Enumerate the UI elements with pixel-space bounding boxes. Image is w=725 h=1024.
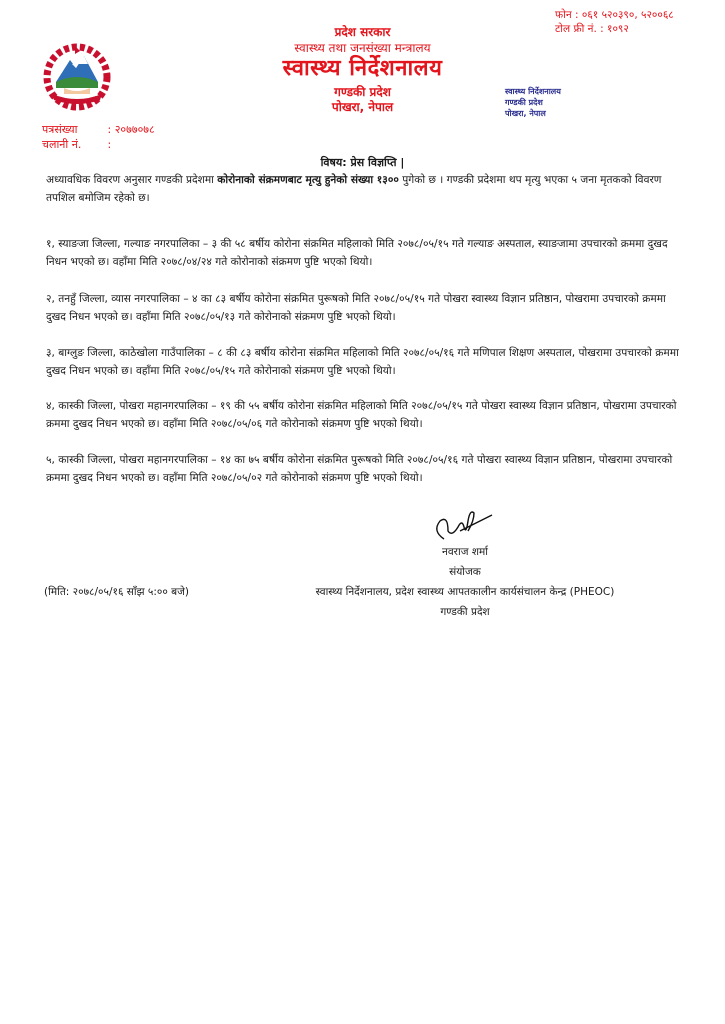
contact-info <box>555 8 720 36</box>
stamp-text-3: पोखरा, नेपाल <box>505 109 546 118</box>
dispatch-number-label: चलानी नं. <box>42 138 82 151</box>
signatory-organization: स्वास्थ्य निर्देशनालय, प्रदेश स्वास्थ्य आपतकालीन कार्यसंचालन केन्द्र (PHEOC) <box>315 586 615 598</box>
stamp-text-1: स्वास्थ्य निर्देशनालय <box>505 87 561 96</box>
subject-line: विषय: प्रेस विज्ञप्ति | <box>320 156 405 169</box>
signatory-name: नवराज शर्मा <box>442 546 488 558</box>
toll-free-number: टोल फ्री नं. : १०९२ <box>555 23 629 35</box>
case-item-1: १, स्याङजा जिल्ला, गल्याङ नगरपालिका – ३ की ५८ बर्षीय कोरोना संक्रमित महिलाको मिति २०७८/०५/१५ गते गल्याङ अस्पताल, स्याङजामा उपचारको क्रममा दुखद निधन भएको छ। वहाँमा मिति २०७८/०४/२४ गते कोरोनाको संक्रमण पुष्टि भएको थियो। <box>46 238 668 268</box>
letter-number-row <box>42 122 155 137</box>
dispatch-number-row <box>42 137 155 152</box>
reference-block <box>42 122 155 152</box>
phone-number: फोन : ०६१ ५२०३९०, ५२००६८ <box>555 9 674 21</box>
header-government: प्रदेश सरकार <box>334 25 391 39</box>
intro-text-bold: कोरोनाको संक्रमणबाट मृत्यु हुनेको संख्या १३०० <box>217 174 399 186</box>
letter-number-label: पत्रसंख्या <box>42 123 78 136</box>
handwritten-signature <box>430 505 500 545</box>
case-item-2: २, तनहुँ जिल्ला, व्यास नगरपालिका – ४ का ८३ बर्षीय कोरोना संक्रमित पुरूषको मिति २०७८/०५/१५ गते पोखरा स्वास्थ्य विज्ञान प्रतिष्ठान, पोखरामा उपचारको क्रममा दुखद निधन भएको छ। वहाँमा मिति २०७८/०५/१३ गते कोरोनाको संक्रमण पुष्टि भएको थियो। <box>46 293 666 323</box>
letter-number-value: : २०७७०७८ <box>107 123 155 136</box>
issue-date: (मिति: २०७८/०५/१६ साँझ ५:०० बजे) <box>44 586 189 598</box>
case-item-5: ५, कास्की जिल्ला, पोखरा महानगरपालिका – १४ का ७५ बर्षीय कोरोना संक्रमित पुरूषको मिति २०७८/०५/१६ गते पोखरा स्वास्थ्य विज्ञान प्रतिष्ठान, पोखरामा उपचारको क्रममा दुखद निधन भएको छ। वहाँमा मिति २०७८/०५/०२ गते कोरोनाको संक्रमण पुष्टि भएको थियो। <box>46 454 673 484</box>
header-directorate: स्वास्थ्य निर्देशनालय <box>282 56 443 81</box>
header-ministry: स्वास्थ्य तथा जनसंख्या मन्त्रालय <box>294 41 431 55</box>
header-province: गण्डकी प्रदेश <box>334 85 391 99</box>
signatory-role: संयोजक <box>449 566 481 578</box>
dispatch-number-value: : <box>107 138 112 151</box>
nepal-emblem-icon <box>42 42 112 112</box>
stamp-text-2: गण्डकी प्रदेश <box>505 98 543 107</box>
intro-text-post: पुगेको छ । गण्डकी प्रदेशमा थप मृत्यु भएका ५ जना मृतकको विवरण तपशिल बमोजिम रहेको छ। <box>46 174 662 204</box>
signatory-province: गण्डकी प्रदेश <box>440 606 490 618</box>
official-stamp <box>505 86 625 119</box>
header-location: पोखरा, नेपाल <box>331 100 394 114</box>
case-item-4: ४, कास्की जिल्ला, पोखरा महानगरपालिका – १९ की ५५ बर्षीय कोरोना संक्रमित महिलाको मिति २०७८/०५/१५ गते पोखरा स्वास्थ्य विज्ञान प्रतिष्ठान, पोखरामा उपचारको क्रममा दुखद निधन भएको छ। वहाँमा मिति २०७८/०५/०६ गते कोरोनाको संक्रमण पुष्टि भएको थियो। <box>46 400 677 430</box>
intro-text-pre: अध्यावधिक विवरण अनुसार गण्डकी प्रदेशमा <box>46 174 218 186</box>
intro-paragraph <box>46 172 682 207</box>
case-item-3: ३, बाग्लुङ जिल्ला, काठेखोला गाउँपालिका – ८ की ८३ बर्षीय कोरोना संक्रमित महिलाको मिति २०७८/०५/१६ गते मणिपाल शिक्षण अस्पताल, पोखरामा उपचारको क्रममा दुखद निधन भएको छ। वहाँमा मिति २०७८/०५/१५ गते कोरोनाको संक्रमण पुष्टि भएको थियो। <box>46 347 679 377</box>
